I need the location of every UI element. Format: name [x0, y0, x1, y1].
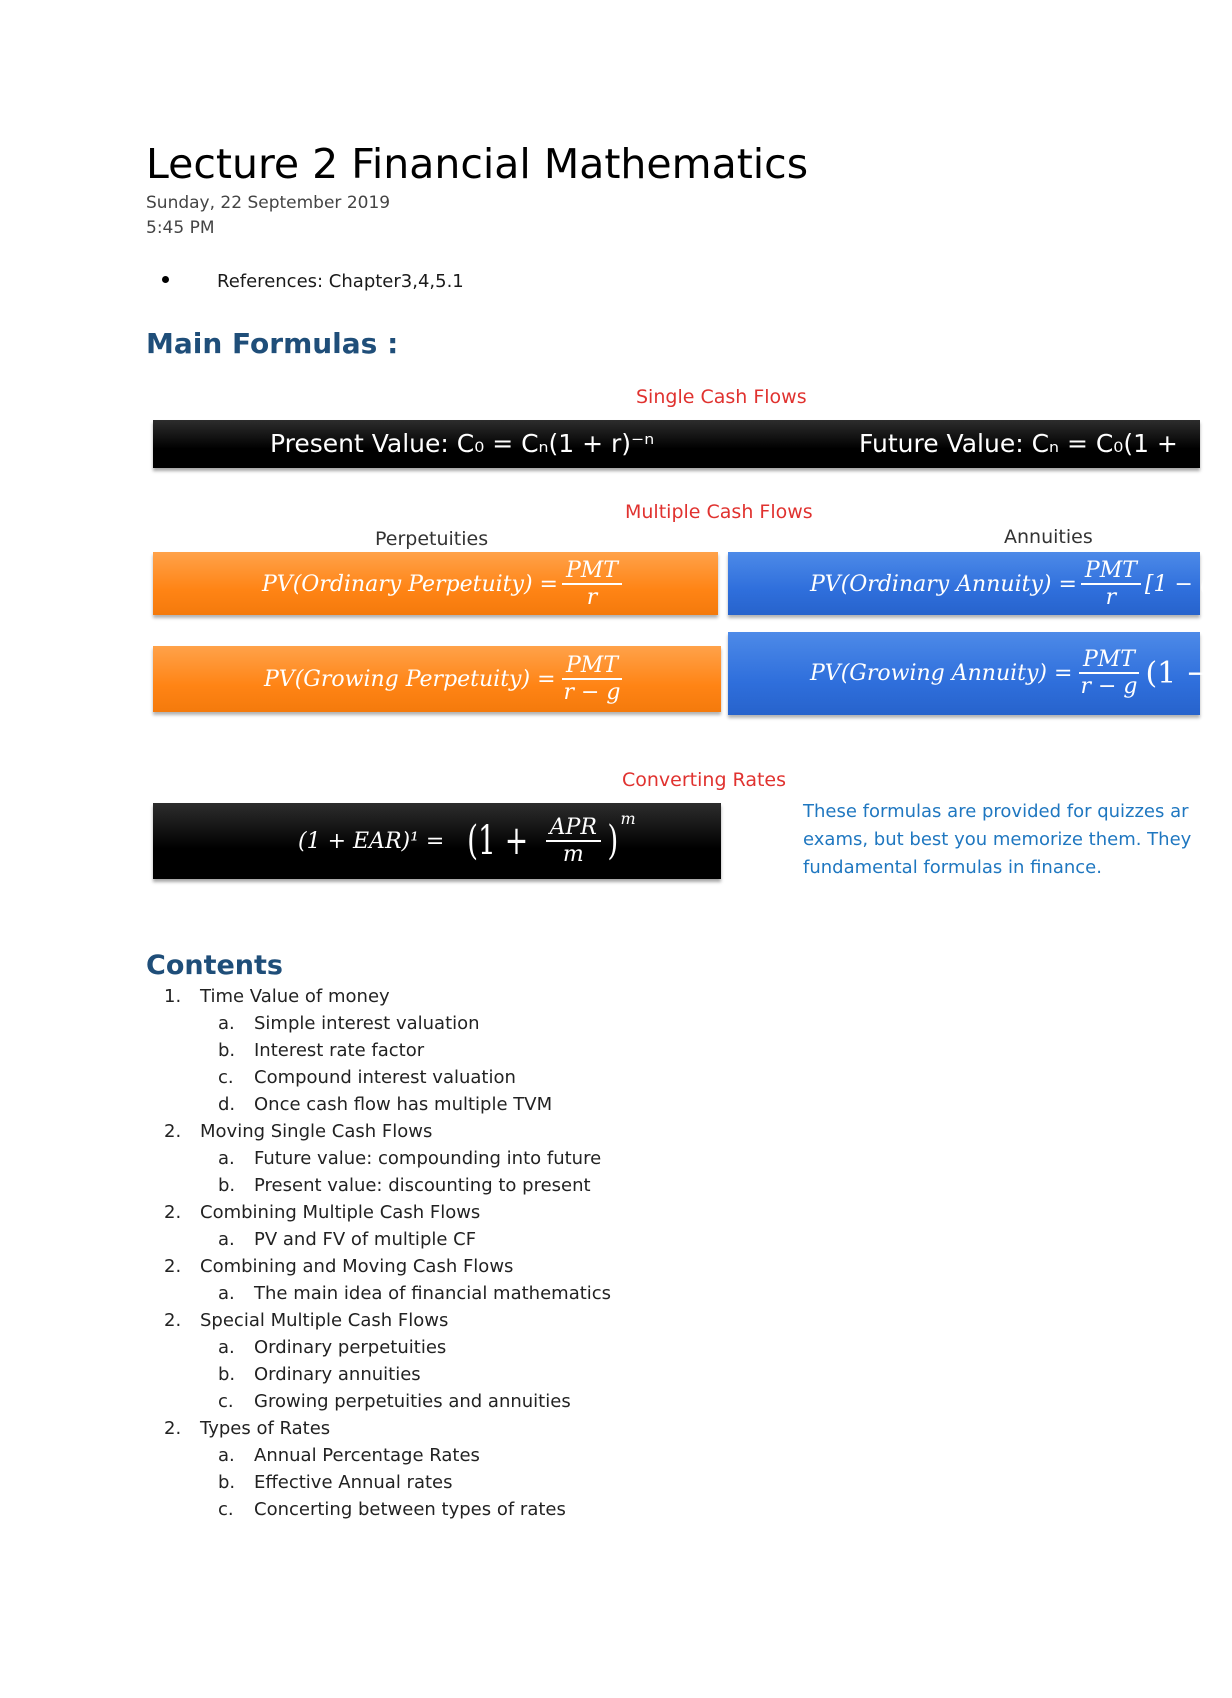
- list-item: 2. Moving Single Cash Flows: [164, 1121, 433, 1142]
- ordinary-annuity-fraction: [1081, 558, 1141, 611]
- list-item: 1. Time Value of money: [164, 986, 390, 1007]
- formulas-note: [803, 798, 1203, 882]
- list-item: b. Present value: discounting to present: [218, 1175, 591, 1196]
- ordinary-perpetuity-fraction: [562, 558, 622, 611]
- page-time: 5:45 PM: [146, 218, 215, 238]
- page-title: Lecture 2 Financial Mathematics: [146, 140, 809, 188]
- growing-perpetuity-denominator: r − g: [563, 680, 621, 705]
- growing-perpetuity-lhs: PV(Growing Perpetuity) =: [264, 666, 556, 692]
- references-item: [162, 271, 464, 292]
- converting-rates-numerator: APR: [546, 815, 601, 842]
- bullet-icon: [162, 276, 169, 283]
- present-value-formula: Present Value: C₀ = Cₙ(1 + r)⁻ⁿ: [270, 429, 655, 458]
- growing-annuity-fraction: [1076, 647, 1141, 700]
- multiple-cash-flows-label: Multiple Cash Flows: [625, 501, 813, 523]
- ordinary-perpetuity-box: [153, 552, 718, 615]
- growing-annuity-rhs: (1 − [: [1145, 655, 1232, 691]
- note-line: fundamental formulas in finance.: [803, 857, 1102, 878]
- ordinary-annuity-denominator: r: [1105, 585, 1117, 610]
- converting-rates-denominator: m: [562, 842, 584, 867]
- list-item: c. Concerting between types of rates: [218, 1499, 566, 1520]
- references-text: References: Chapter3,4,5.1: [217, 271, 464, 292]
- growing-perpetuity-fraction: [560, 653, 625, 706]
- converting-rates-label: Converting Rates: [622, 769, 787, 791]
- main-formulas-heading: Main Formulas :: [146, 327, 399, 360]
- growing-perpetuity-box: [153, 646, 721, 712]
- growing-annuity-numerator: PMT: [1079, 647, 1139, 674]
- growing-perpetuity-numerator: PMT: [562, 653, 622, 680]
- note-line: exams, but best you memorize them. They: [803, 829, 1192, 850]
- list-item: 2. Combining and Moving Cash Flows: [164, 1256, 514, 1277]
- single-cash-flows-bar: [153, 420, 1200, 468]
- list-item: d. Once cash flow has multiple TVM: [218, 1094, 553, 1115]
- list-item: 2. Special Multiple Cash Flows: [164, 1310, 449, 1331]
- contents-heading: Contents: [146, 950, 284, 981]
- list-item: 2. Combining Multiple Cash Flows: [164, 1202, 481, 1223]
- growing-perpetuity-formula: [264, 649, 629, 709]
- annuities-label: Annuities: [1004, 526, 1093, 548]
- converting-rates-formula: [298, 809, 636, 873]
- perpetuities-label: Perpetuities: [375, 528, 489, 550]
- list-item: c. Compound interest valuation: [218, 1067, 516, 1088]
- contents-list: [146, 983, 611, 1523]
- ordinary-perpetuity-denominator: r: [586, 585, 598, 610]
- list-item: a. PV and FV of multiple CF: [218, 1229, 477, 1250]
- ordinary-perpetuity-numerator: PMT: [562, 558, 622, 585]
- list-item: a. Ordinary perpetuities: [218, 1337, 447, 1358]
- converting-rates-lhs: (1 + EAR)¹ =: [298, 828, 445, 854]
- ordinary-perpetuity-lhs: PV(Ordinary Perpetuity) =: [262, 571, 558, 597]
- ordinary-perpetuity-formula: [262, 554, 626, 614]
- list-item: 2. Types of Rates: [164, 1418, 331, 1439]
- growing-annuity-denominator: r − g: [1080, 674, 1138, 699]
- list-item: b. Interest rate factor: [218, 1040, 425, 1061]
- single-cash-flows-label: Single Cash Flows: [636, 386, 807, 408]
- converting-rates-bar: [153, 803, 721, 879]
- ordinary-annuity-formula: [810, 554, 1223, 614]
- ordinary-annuity-lhs: PV(Ordinary Annuity) =: [810, 571, 1077, 597]
- list-item: b. Effective Annual rates: [218, 1472, 453, 1493]
- list-item: a. Future value: compounding into future: [218, 1148, 602, 1169]
- page-date: Sunday, 22 September 2019: [146, 193, 391, 213]
- list-item: b. Ordinary annuities: [218, 1364, 421, 1385]
- future-value-formula: Future Value: Cₙ = C₀(1 +: [859, 429, 1178, 458]
- converting-rates-fraction: [546, 815, 601, 868]
- converting-rates-paren-left: (1 +: [467, 818, 529, 864]
- ordinary-annuity-rhs: [1 − (1: [1144, 571, 1223, 597]
- growing-annuity-lhs: PV(Growing Annuity) =: [810, 660, 1073, 686]
- ordinary-annuity-numerator: PMT: [1081, 558, 1141, 585]
- converting-rates-paren-right: ): [607, 818, 619, 864]
- note-line: These formulas are provided for quizzes ar: [803, 801, 1189, 822]
- growing-annuity-formula: [810, 642, 1232, 704]
- growing-annuity-box: [728, 632, 1232, 715]
- list-item: c. Growing perpetuities and annuities: [218, 1391, 571, 1412]
- converting-rates-exponent: m: [620, 809, 636, 828]
- list-item: a. The main idea of financial mathematics: [218, 1283, 612, 1304]
- list-item: a. Annual Percentage Rates: [218, 1445, 480, 1466]
- ordinary-annuity-box: [728, 552, 1223, 615]
- list-item: a. Simple interest valuation: [218, 1013, 480, 1034]
